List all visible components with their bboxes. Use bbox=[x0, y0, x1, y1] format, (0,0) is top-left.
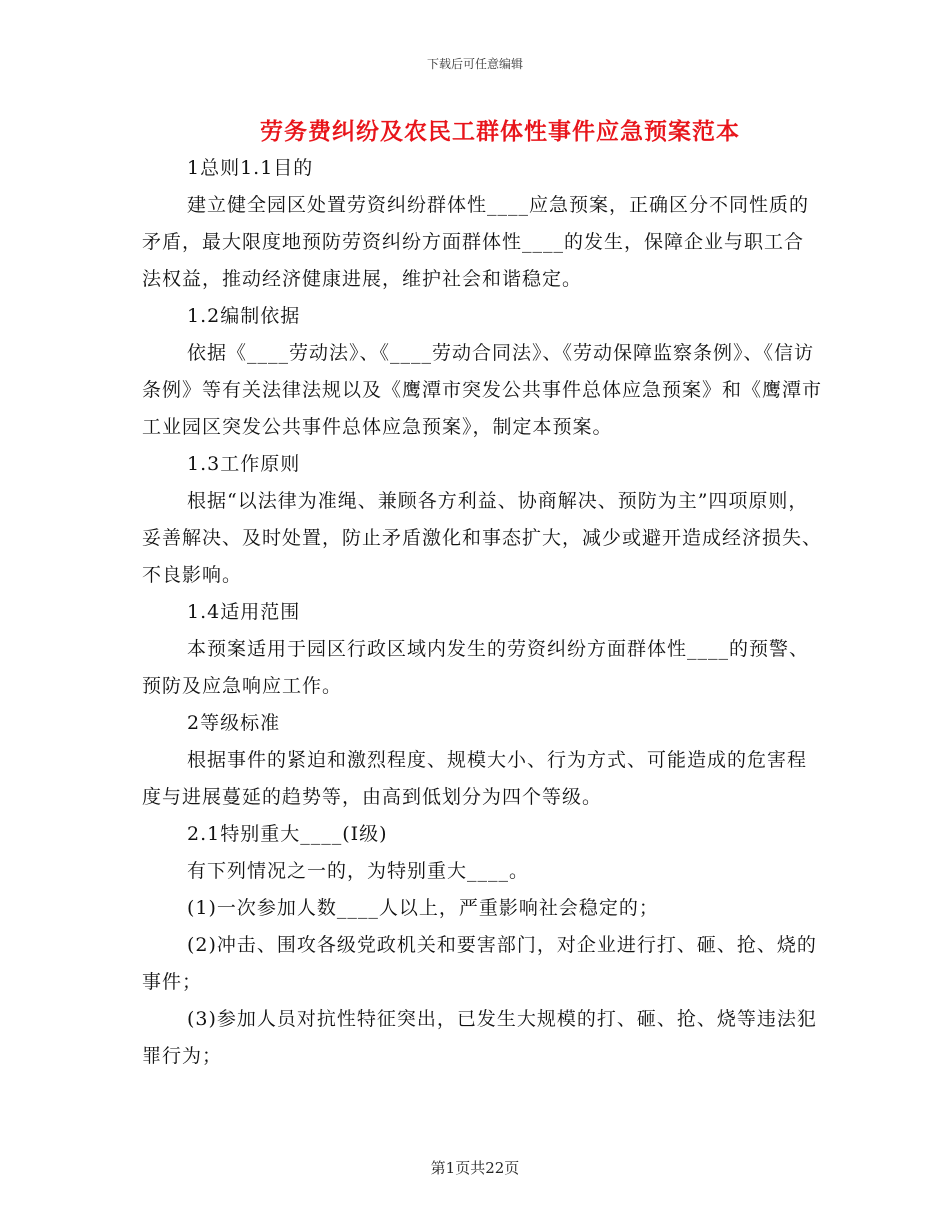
list-item: (1)一次参加人数____人以上，严重影响社会稳定的； bbox=[187, 897, 659, 919]
page-footer: 第1页共22页 bbox=[430, 1159, 520, 1177]
paragraph: 依据《____劳动法》、《____劳动合同法》、《劳动保障监察条例》、《信访条例》等有关法律法规以及《鹰潭市突发公共事件总体应急预案》和《鹰潭市工业园区突发公共事件总体应急预案》，制定本预案。 bbox=[142, 342, 823, 438]
section-heading: 2等级标准 bbox=[187, 712, 281, 734]
paragraph: 根据“以法律为准绳、兼顾各方利益、协商解决、预防为主”四项原则，妥善解决、及时处置，防止矛盾激化和事态扩大，减少或避开造成经济损失、不良影响。 bbox=[142, 490, 823, 586]
paragraph: 本预案适用于园区行政区域内发生的劳资纠纷方面群体性____的预警、预防及应急响应工作。 bbox=[142, 638, 810, 697]
section-heading: 1总则1.1目的 bbox=[187, 157, 314, 179]
section-heading: 1.2编制依据 bbox=[187, 305, 301, 327]
document-body bbox=[142, 150, 822, 1075]
header-note: 下载后可任意编辑 bbox=[426, 57, 523, 71]
paragraph: 根据事件的紧迫和激烈程度、规模大小、行为方式、可能造成的危害程度与进展蔓延的趋势等，由高到低划分为四个等级。 bbox=[142, 749, 808, 808]
document-title: 劳务费纠纷及农民工群体性事件应急预案范本 bbox=[260, 119, 740, 145]
section-heading: 2.1特别重大____(Ⅰ级) bbox=[187, 823, 388, 845]
paragraph: 有下列情况之一的，为特别重大____。 bbox=[187, 860, 530, 882]
list-item: (2)冲击、围攻各级党政机关和要害部门，对企业进行打、砸、抢、烧的事件； bbox=[142, 934, 817, 993]
section-heading: 1.4适用范围 bbox=[187, 601, 301, 623]
paragraph: 建立健全园区处置劳资纠纷群体性____应急预案，正确区分不同性质的矛盾，最大限度地预防劳资纠纷方面群体性____的发生，保障企业与职工合法权益，推动经济健康进展，维护社会和谐稳定。 bbox=[142, 194, 810, 290]
list-item: (3)参加人员对抗性特征突出，已发生大规模的打、砸、抢、烧等违法犯罪行为； bbox=[142, 1008, 817, 1067]
section-heading: 1.3工作原则 bbox=[187, 453, 301, 475]
